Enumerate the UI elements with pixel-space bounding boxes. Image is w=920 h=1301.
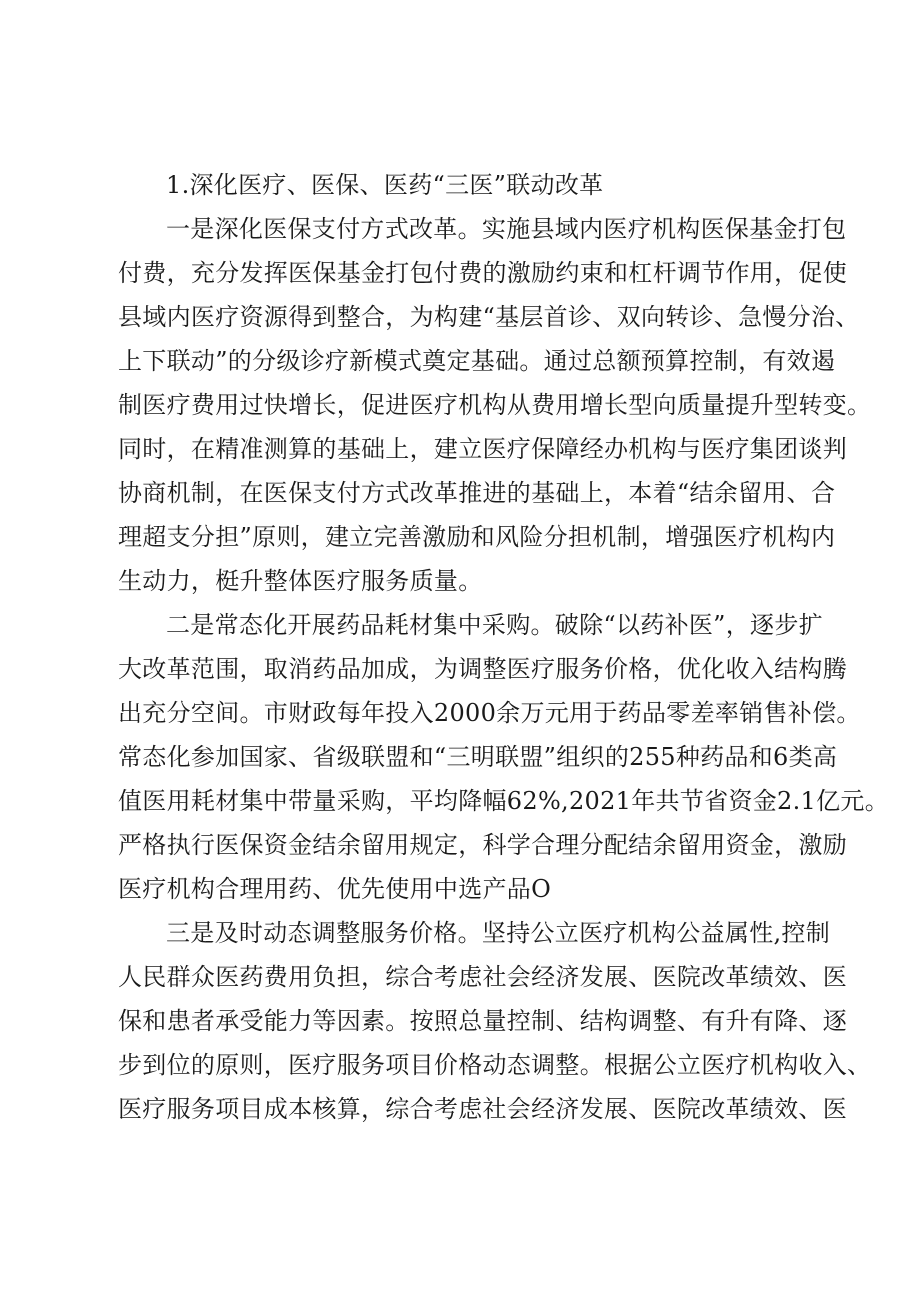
paragraph-1-line-1: 一是深化医保支付方式改革。实施县域内医疗机构医保基金打包	[166, 215, 847, 243]
paragraph-1-line-9: 生动力，梃升整体医疗服务质量。	[118, 567, 483, 595]
paragraph-2-line-1: 二是常态化开展药品耗材集中采购。破除“以药补医”，逐步扩	[166, 611, 823, 639]
paragraph-1-line-4: 上下联动”的分级诊疗新模式奠定基础。通过总额预算控制，有效遏	[118, 347, 836, 375]
paragraph-3-line-1: 三是及时动态调整服务价格。坚持公立医疗机构公益属性,控制	[166, 919, 831, 947]
paragraph-2-line-6: 严格执行医保资金结余留用规定，科学合理分配结余留用资金，激励	[118, 831, 847, 859]
paragraph-3-line-5: 医疗服务项目成本核算，综合考虑社会经济发展、医院改革绩效、医	[118, 1095, 847, 1123]
paragraph-2-line-5: 值医用耗材集中带量采购，平均降幅62%,2021年共节省资金2.1亿元。	[118, 787, 890, 815]
paragraph-3-line-3: 保和患者承受能力等因素。按照总量控制、结构调整、有升有降、逐	[118, 1007, 847, 1035]
paragraph-3-line-4: 步到位的原则，医疗服务项目价格动态调整。根据公立医疗机构收入、	[118, 1051, 872, 1079]
paragraph-1-line-7: 协商机制，在医保支付方式改革推进的基础上，本着“结余留用、合	[118, 479, 836, 507]
paragraph-2-line-7: 医疗机构合理用药、优先使用中选产品O	[118, 875, 552, 903]
paragraph-1-line-2: 付费，充分发挥医保基金打包付费的激励约束和杠杆调节作用，促使	[118, 259, 847, 287]
paragraph-1-line-5: 制医疗费用过快增长，促进医疗机构从费用增长型向质量提升型转变。	[118, 391, 872, 419]
paragraph-2-line-2: 大改革范围，取消药品加成，为调整医疗服务价格，优化收入结构腾	[118, 655, 847, 683]
paragraph-3-line-2: 人民群众医药费用负担，综合考虑社会经济发展、医院改革绩效、医	[118, 963, 847, 991]
paragraph-1-line-8: 理超支分担”原则，建立完善激励和风险分担机制，增强医疗机构内	[118, 523, 836, 551]
section-heading: 1.深化医疗、医保、医药“三医”联动改革	[166, 171, 604, 199]
paragraph-1-line-6: 同时，在精准测算的基础上，建立医疗保障经办机构与医疗集团谈判	[118, 435, 847, 463]
paragraph-1-line-3: 县域内医疗资源得到整合，为构建“基层首诊、双向转诊、急慢分治、	[118, 303, 860, 331]
paragraph-2-line-3: 出充分空间。市财政每年投入2000余万元用于药品零差率销售补偿。	[118, 699, 861, 727]
paragraph-2-line-4: 常态化参加国家、省级联盟和“三明联盟”组织的255种药品和6类高	[118, 743, 838, 771]
